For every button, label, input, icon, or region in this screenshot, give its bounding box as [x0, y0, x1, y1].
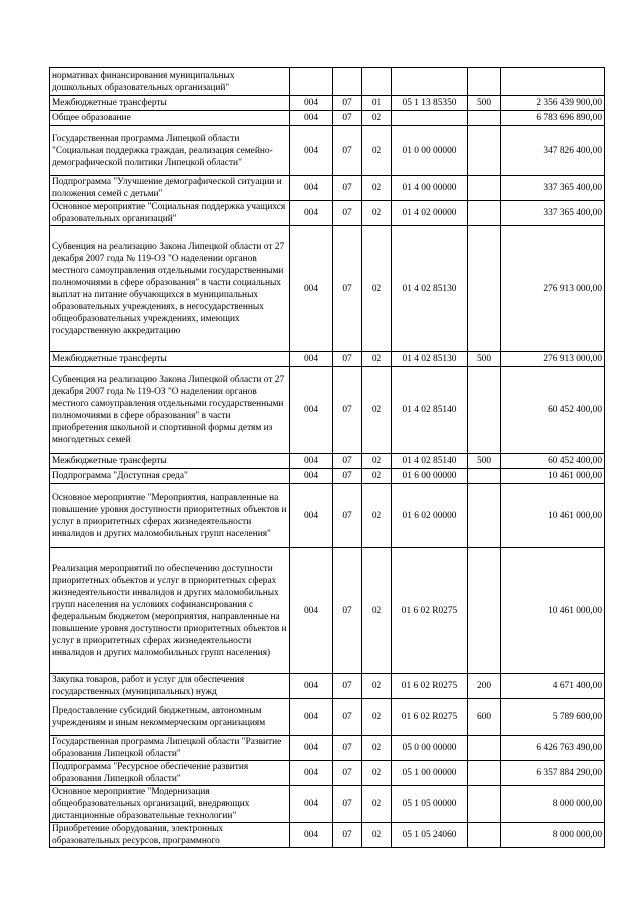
row-ved-code: 004 — [290, 484, 333, 548]
row-subsection-code: 02 — [362, 484, 392, 548]
row-subsection-code: 02 — [362, 454, 392, 469]
table-row — [50, 674, 605, 699]
table-row — [50, 548, 605, 674]
row-target-article-code: 01 4 00 00000 — [392, 176, 468, 201]
row-section-code: 07 — [333, 786, 362, 823]
row-name: нормативах финансирования муниципальных дошкольных образовательных организаций" — [50, 68, 290, 96]
row-section-code: 07 — [333, 454, 362, 469]
row-section-code: 07 — [333, 823, 362, 848]
row-ved-code: 004 — [290, 548, 333, 674]
row-subsection-code: 02 — [362, 736, 392, 761]
row-amount: 337 365 400,00 — [501, 176, 605, 201]
row-amount: 337 365 400,00 — [501, 201, 605, 226]
row-amount: 6 426 763 490,00 — [501, 736, 605, 761]
row-ved-code: 004 — [290, 736, 333, 761]
row-ved-code: 004 — [290, 367, 333, 454]
row-ved-code: 004 — [290, 126, 333, 176]
row-section-code: 07 — [333, 736, 362, 761]
row-expense-type-code — [468, 176, 501, 201]
row-ved-code: 004 — [290, 352, 333, 367]
table-row — [50, 367, 605, 454]
row-amount: 5 789 600,00 — [501, 699, 605, 736]
row-section-code: 07 — [333, 484, 362, 548]
row-name: Приобретение оборудования, электронных образовательных ресурсов, программного — [50, 823, 290, 848]
row-expense-type-code — [468, 823, 501, 848]
table-row — [50, 96, 605, 111]
row-amount: 8 000 000,00 — [501, 823, 605, 848]
row-subsection-code: 02 — [362, 352, 392, 367]
budget-table — [49, 67, 605, 848]
row-name: Основное мероприятие "Социальная поддержка учащихся образовательных организаций" — [50, 201, 290, 226]
row-target-article-code: 01 6 00 00000 — [392, 469, 468, 484]
row-expense-type-code — [468, 469, 501, 484]
row-ved-code: 004 — [290, 176, 333, 201]
row-name: Межбюджетные трансферты — [50, 96, 290, 111]
row-subsection-code: 02 — [362, 674, 392, 699]
row-subsection-code: 02 — [362, 111, 392, 126]
row-ved-code: 004 — [290, 761, 333, 786]
row-name: Основное мероприятие "Мероприятия, направленные на повышение уровня доступности приоритетных объектов и услуг в приоритетных сферах жизнедеятельности инвалидов и других маломобильных групп населения" — [50, 484, 290, 548]
row-subsection-code: 02 — [362, 126, 392, 176]
row-amount: 4 671 400,00 — [501, 674, 605, 699]
row-amount: 10 461 000,00 — [501, 484, 605, 548]
row-expense-type-code — [468, 226, 501, 352]
row-ved-code: 004 — [290, 111, 333, 126]
row-name: Государственная программа Липецкой области "Развитие образования Липецкой области" — [50, 736, 290, 761]
table-row — [50, 699, 605, 736]
table-row — [50, 484, 605, 548]
table-row — [50, 823, 605, 848]
row-subsection-code: 02 — [362, 761, 392, 786]
row-ved-code: 004 — [290, 96, 333, 111]
row-ved-code: 004 — [290, 454, 333, 469]
table-row — [50, 454, 605, 469]
row-amount: 276 913 000,00 — [501, 226, 605, 352]
table-row — [50, 761, 605, 786]
row-target-article-code: 01 6 02 00000 — [392, 484, 468, 548]
row-ved-code — [290, 68, 333, 96]
table-row — [50, 736, 605, 761]
row-target-article-code: 01 4 02 85130 — [392, 352, 468, 367]
row-name: Субвенция на реализацию Закона Липецкой области от 27 декабря 2007 года № 119-ОЗ "О наделении органов местного самоуправления отдельными государственными полномочиями в сфере образования" в части приобретения школьной и спортивной формы детям из многодетных семей — [50, 367, 290, 454]
row-name: Реализация мероприятий по обеспечению доступности приоритетных объектов и услуг в приоритетных сферах жизнедеятельности инвалидов и других маломобильных групп населения на условиях софинансирования с федеральным бюджетом (мероприятия, направленные на повышение уровня доступности приоритетных объектов и услуг в приоритетных сферах жизнедеятельности инвалидов и других маломобильных групп населения) — [50, 548, 290, 674]
table-row — [50, 111, 605, 126]
row-section-code — [333, 68, 362, 96]
row-section-code: 07 — [333, 96, 362, 111]
row-target-article-code: 05 1 05 00000 — [392, 786, 468, 823]
row-name: Общее образование — [50, 111, 290, 126]
row-ved-code: 004 — [290, 469, 333, 484]
row-name: Подпрограмма "Улучшение демографической ситуации и положения семей с детьми" — [50, 176, 290, 201]
row-subsection-code: 02 — [362, 367, 392, 454]
row-target-article-code: 01 4 02 00000 — [392, 201, 468, 226]
row-expense-type-code — [468, 367, 501, 454]
row-expense-type-code — [468, 736, 501, 761]
table-row — [50, 126, 605, 176]
table-row — [50, 176, 605, 201]
row-subsection-code: 02 — [362, 226, 392, 352]
row-ved-code: 004 — [290, 201, 333, 226]
row-ved-code: 004 — [290, 699, 333, 736]
row-amount: 10 461 000,00 — [501, 548, 605, 674]
row-name: Субвенция на реализацию Закона Липецкой области от 27 декабря 2007 года № 119-ОЗ "О наделении органов местного самоуправления отдельными государственными полномочиями в сфере образования" в части социальных выплат на питание обучающихся в муниципальных образовательных учреждениях, в негосударственных общеобразовательных учреждениях, имеющих государственную аккредитацию — [50, 226, 290, 352]
row-expense-type-code — [468, 68, 501, 96]
row-expense-type-code: 500 — [468, 454, 501, 469]
row-name: Государственная программа Липецкой области "Социальная поддержка граждан, реализация семейно-демографической политики Липецкой области" — [50, 126, 290, 176]
row-section-code: 07 — [333, 367, 362, 454]
table-row — [50, 469, 605, 484]
row-expense-type-code — [468, 126, 501, 176]
row-ved-code: 004 — [290, 823, 333, 848]
row-target-article-code: 01 0 00 00000 — [392, 126, 468, 176]
row-section-code: 07 — [333, 699, 362, 736]
row-target-article-code: 01 6 02 R0275 — [392, 548, 468, 674]
row-name: Межбюджетные трансферты — [50, 454, 290, 469]
row-amount: 6 357 884 290,00 — [501, 761, 605, 786]
row-section-code: 07 — [333, 469, 362, 484]
row-expense-type-code — [468, 201, 501, 226]
row-name: Закупка товаров, работ и услуг для обеспечения государственных (муниципальных) нужд — [50, 674, 290, 699]
row-amount: 8 000 000,00 — [501, 786, 605, 823]
row-subsection-code: 02 — [362, 548, 392, 674]
row-expense-type-code — [468, 484, 501, 548]
row-subsection-code: 01 — [362, 96, 392, 111]
table-row — [50, 68, 605, 96]
row-expense-type-code: 200 — [468, 674, 501, 699]
row-target-article-code: 05 1 13 85350 — [392, 96, 468, 111]
row-name: Предоставление субсидий бюджетным, автономным учреждениям и иным некоммерческим организациям — [50, 699, 290, 736]
row-amount: 2 356 439 900,00 — [501, 96, 605, 111]
row-ved-code: 004 — [290, 674, 333, 699]
row-target-article-code: 01 4 02 85140 — [392, 454, 468, 469]
row-subsection-code: 02 — [362, 786, 392, 823]
row-amount: 276 913 000,00 — [501, 352, 605, 367]
row-expense-type-code — [468, 548, 501, 674]
row-section-code: 07 — [333, 548, 362, 674]
row-amount — [501, 68, 605, 96]
row-expense-type-code — [468, 111, 501, 126]
row-expense-type-code — [468, 786, 501, 823]
row-section-code: 07 — [333, 126, 362, 176]
row-amount: 60 452 400,00 — [501, 454, 605, 469]
row-target-article-code: 01 6 02 R0275 — [392, 674, 468, 699]
row-name: Подпрограмма "Доступная среда" — [50, 469, 290, 484]
row-subsection-code: 02 — [362, 699, 392, 736]
row-subsection-code — [362, 68, 392, 96]
row-target-article-code — [392, 68, 468, 96]
row-target-article-code: 05 1 00 00000 — [392, 761, 468, 786]
row-section-code: 07 — [333, 176, 362, 201]
table-body — [50, 68, 605, 848]
row-ved-code: 004 — [290, 786, 333, 823]
row-name: Основное мероприятие "Модернизация общеобразовательных организаций, внедряющих дистанционные образовательные технологии" — [50, 786, 290, 823]
row-section-code: 07 — [333, 226, 362, 352]
row-expense-type-code: 500 — [468, 96, 501, 111]
table-row — [50, 786, 605, 823]
row-target-article-code: 05 0 00 00000 — [392, 736, 468, 761]
table-row — [50, 201, 605, 226]
row-amount: 60 452 400,00 — [501, 367, 605, 454]
row-section-code: 07 — [333, 111, 362, 126]
row-expense-type-code: 600 — [468, 699, 501, 736]
row-target-article-code: 05 1 05 24060 — [392, 823, 468, 848]
row-target-article-code: 01 6 02 R0275 — [392, 699, 468, 736]
row-name: Межбюджетные трансферты — [50, 352, 290, 367]
row-target-article-code: 01 4 02 85130 — [392, 226, 468, 352]
row-expense-type-code — [468, 761, 501, 786]
row-subsection-code: 02 — [362, 469, 392, 484]
table-row — [50, 352, 605, 367]
row-amount: 6 783 696 890,00 — [501, 111, 605, 126]
row-amount: 10 461 000,00 — [501, 469, 605, 484]
row-section-code: 07 — [333, 761, 362, 786]
row-section-code: 07 — [333, 352, 362, 367]
row-subsection-code: 02 — [362, 176, 392, 201]
row-target-article-code: 01 4 02 85140 — [392, 367, 468, 454]
row-ved-code: 004 — [290, 226, 333, 352]
row-subsection-code: 02 — [362, 201, 392, 226]
table-row — [50, 226, 605, 352]
row-target-article-code — [392, 111, 468, 126]
row-section-code: 07 — [333, 674, 362, 699]
row-name: Подпрограмма "Ресурсное обеспечение развития образования Липецкой области" — [50, 761, 290, 786]
row-section-code: 07 — [333, 201, 362, 226]
row-expense-type-code: 500 — [468, 352, 501, 367]
row-subsection-code: 02 — [362, 823, 392, 848]
row-amount: 347 826 400,00 — [501, 126, 605, 176]
